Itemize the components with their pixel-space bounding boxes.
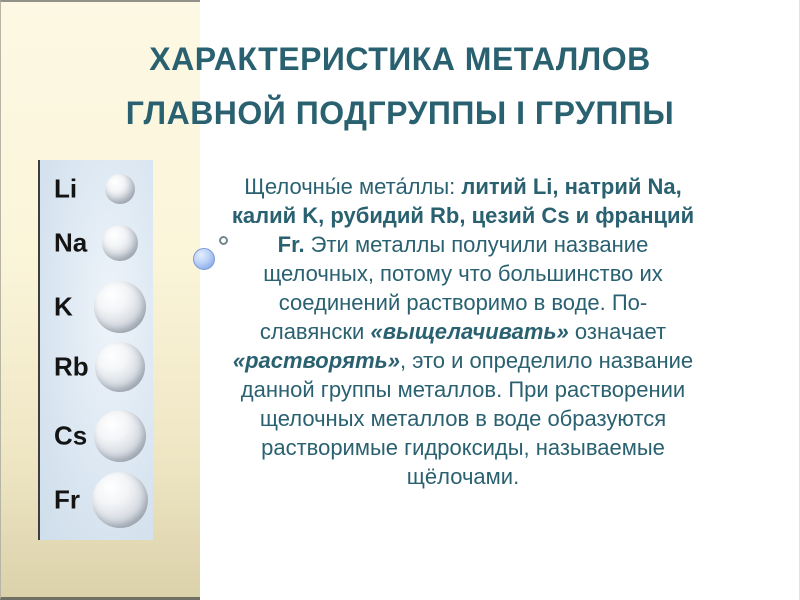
body-text-line bbox=[174, 433, 752, 462]
text-run: соединений растворимо в воде. По- bbox=[278, 290, 648, 315]
body-text-line bbox=[174, 462, 752, 491]
body-text-line bbox=[174, 201, 752, 230]
text-run: «выщелачивать» bbox=[370, 319, 569, 344]
element-symbol-label: Fr bbox=[54, 484, 80, 515]
body-text-line bbox=[174, 172, 752, 201]
text-run: славянски bbox=[259, 319, 371, 344]
body-text-line bbox=[174, 288, 752, 317]
element-symbol-label: Cs bbox=[54, 420, 88, 451]
text-run: «растворять» bbox=[232, 348, 400, 373]
element-row bbox=[40, 225, 153, 261]
element-row bbox=[40, 472, 153, 528]
element-symbol-label: Li bbox=[54, 173, 78, 204]
element-row bbox=[40, 173, 153, 205]
metal-atom-sphere-icon bbox=[102, 225, 138, 261]
body-text-line bbox=[174, 404, 752, 433]
slide-title bbox=[0, 32, 800, 140]
body-text bbox=[174, 172, 752, 491]
text-run: , это и определило название bbox=[399, 348, 694, 373]
element-symbol-label: K bbox=[54, 291, 73, 322]
body-text-line bbox=[174, 230, 752, 259]
element-row bbox=[40, 410, 153, 462]
body-text-line bbox=[174, 375, 752, 404]
alkali-metals-panel bbox=[38, 160, 153, 540]
body-text-line bbox=[174, 317, 752, 346]
title-line-1: ХАРАКТЕРИСТИКА МЕТАЛЛОВ bbox=[149, 41, 651, 77]
title-line-2: ГЛАВНОЙ ПОДГРУППЫ I ГРУППЫ bbox=[125, 95, 675, 131]
body-text-line bbox=[174, 346, 752, 375]
text-run: щелочных, потому что большинство их bbox=[263, 261, 663, 286]
text-run: Щелочны́е мета́ллы: bbox=[244, 174, 462, 199]
element-row bbox=[40, 342, 153, 392]
text-run: данной группы металлов. При растворении bbox=[240, 377, 686, 402]
element-row bbox=[40, 281, 153, 333]
text-run: щёлочами. bbox=[406, 464, 520, 489]
metal-atom-sphere-icon bbox=[94, 410, 146, 462]
metal-atom-sphere-icon bbox=[105, 174, 135, 204]
text-run: Fr. bbox=[277, 232, 311, 257]
text-run: щелочных металлов в воде образуются bbox=[259, 406, 667, 431]
metal-atom-sphere-icon bbox=[92, 472, 148, 528]
text-run: означает bbox=[568, 319, 667, 344]
text-run: литий Li, натрий Na, bbox=[461, 174, 682, 199]
body-text-line bbox=[174, 259, 752, 288]
element-symbol-label: Rb bbox=[54, 351, 89, 382]
text-run: Эти металлы получили название bbox=[310, 232, 649, 257]
text-run: растворимые гидроксиды, называемые bbox=[261, 435, 665, 460]
metal-atom-sphere-icon bbox=[95, 342, 145, 392]
element-symbol-label: Na bbox=[54, 227, 88, 258]
metal-atom-sphere-icon bbox=[94, 281, 146, 333]
text-run: калий K, рубидий Rb, цезий Cs и франций bbox=[231, 203, 695, 228]
